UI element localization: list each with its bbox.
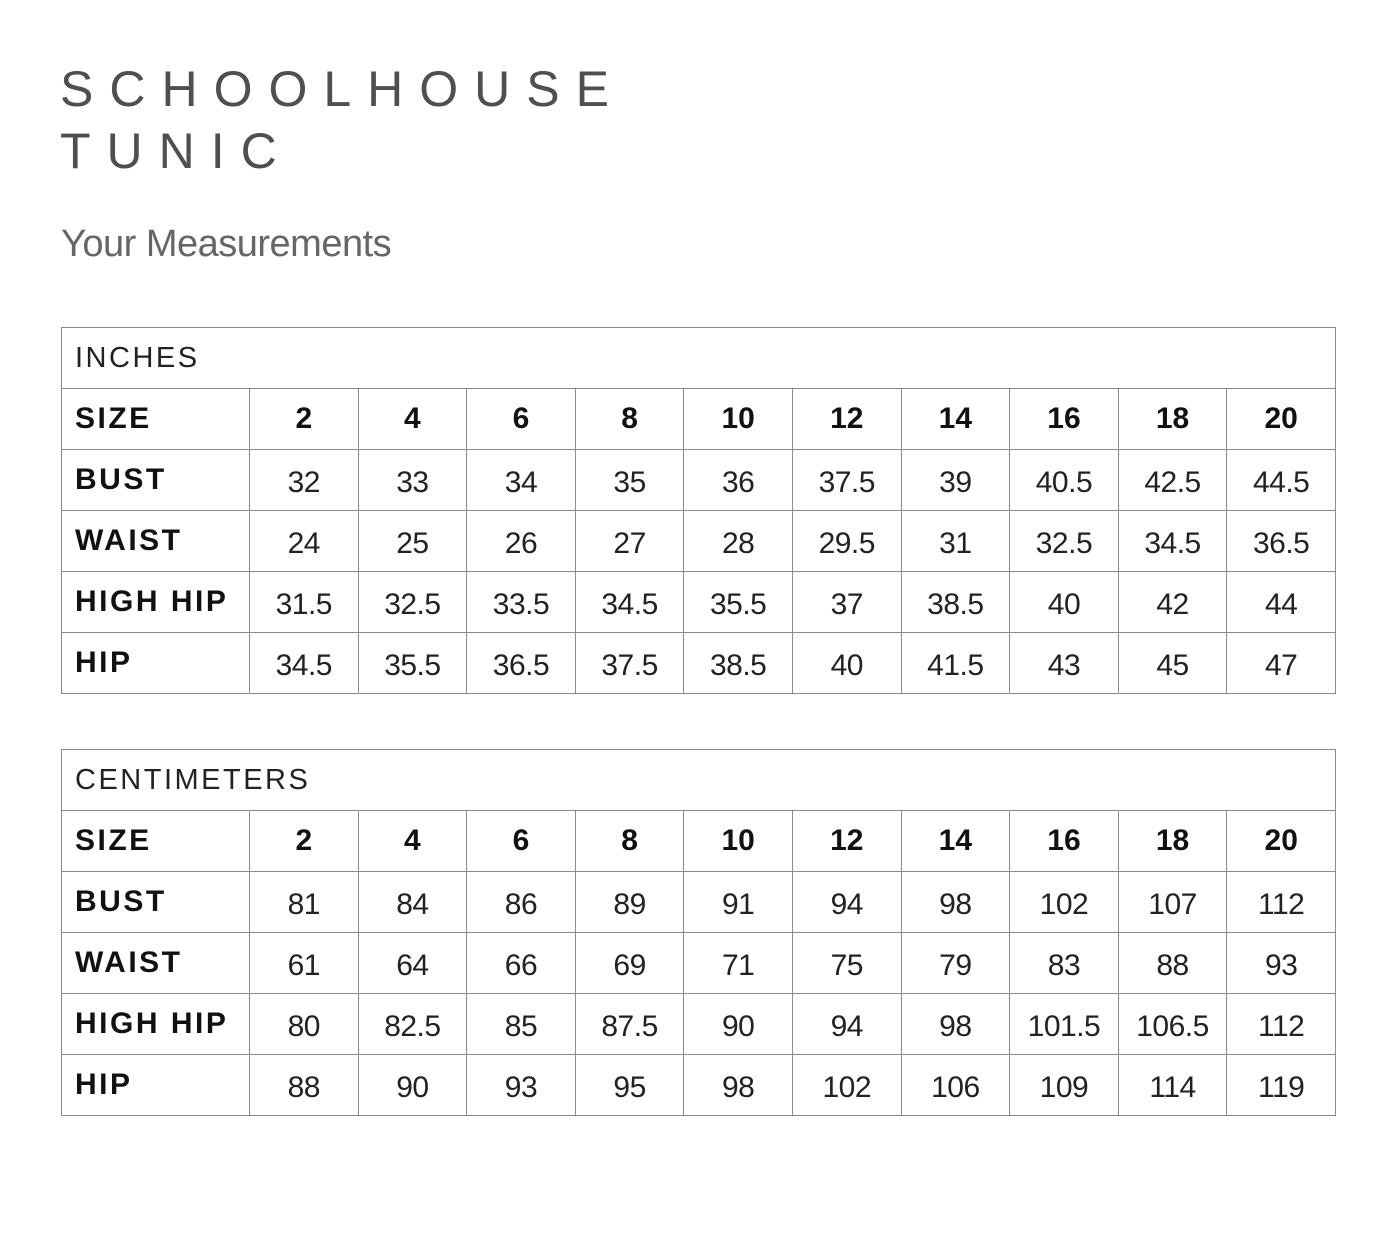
table-cell: 42.5 [1118,450,1227,511]
unit-label: INCHES [62,328,1336,389]
table-cell: 37.5 [575,633,684,694]
table-cell: 34.5 [250,633,359,694]
table-cell: 41.5 [901,633,1010,694]
table-cell: 114 [1118,1055,1227,1116]
table-cell: 102 [1010,872,1119,933]
table-cell: 81 [250,872,359,933]
size-header: 12 [792,389,901,450]
table-cell: 101.5 [1010,994,1119,1055]
table-cell: 29.5 [792,511,901,572]
subtitle: Your Measurements [61,223,392,265]
table-row [62,511,1336,572]
size-header: 2 [250,811,359,872]
table-cell: 90 [358,1055,467,1116]
table-cell: 34 [467,450,576,511]
table-cell: 44.5 [1227,450,1336,511]
table-cell: 35.5 [684,572,793,633]
size-header: 20 [1227,389,1336,450]
row-label: BUST [62,872,250,933]
table-cell: 106.5 [1118,994,1227,1055]
table-cell: 42 [1118,572,1227,633]
table-cell: 38.5 [684,633,793,694]
table-cell: 94 [792,872,901,933]
table-row [62,450,1336,511]
row-label: HIGH HIP [62,994,250,1055]
table-cell: 88 [1118,933,1227,994]
table-cell: 91 [684,872,793,933]
table-cell: 98 [684,1055,793,1116]
size-label: SIZE [62,811,250,872]
table-cell: 119 [1227,1055,1336,1116]
size-header: 8 [575,389,684,450]
page-title [60,58,625,182]
size-header: 14 [901,389,1010,450]
table-row [62,572,1336,633]
size-header: 10 [684,811,793,872]
size-row [62,811,1336,872]
table-cell: 28 [684,511,793,572]
size-header: 20 [1227,811,1336,872]
size-header: 16 [1010,389,1119,450]
table-cell: 32.5 [358,572,467,633]
size-header: 10 [684,389,793,450]
table-cell: 89 [575,872,684,933]
table-cell: 44 [1227,572,1336,633]
table-cell: 31 [901,511,1010,572]
table-cell: 64 [358,933,467,994]
size-header: 14 [901,811,1010,872]
table-cell: 79 [901,933,1010,994]
table-row [62,1055,1336,1116]
size-label: SIZE [62,389,250,450]
table-cell: 37.5 [792,450,901,511]
table-cell: 40 [1010,572,1119,633]
table-cell: 93 [1227,933,1336,994]
table-cell: 34.5 [575,572,684,633]
table-row [62,872,1336,933]
row-label: BUST [62,450,250,511]
table-cell: 25 [358,511,467,572]
table-cell: 93 [467,1055,576,1116]
table-cell: 107 [1118,872,1227,933]
size-header: 12 [792,811,901,872]
size-table-inches [61,327,1336,694]
table-cell: 80 [250,994,359,1055]
table-cell: 36 [684,450,793,511]
title-line-1: SCHOOLHOUSE [60,61,625,117]
table-cell: 45 [1118,633,1227,694]
table-cell: 32.5 [1010,511,1119,572]
unit-row [62,328,1336,389]
table-cell: 36.5 [467,633,576,694]
table-cell: 33 [358,450,467,511]
size-row [62,389,1336,450]
table-cell: 66 [467,933,576,994]
table-cell: 90 [684,994,793,1055]
size-header: 16 [1010,811,1119,872]
table-row [62,633,1336,694]
table-cell: 32 [250,450,359,511]
table-cell: 27 [575,511,684,572]
table-cell: 47 [1227,633,1336,694]
table-cell: 43 [1010,633,1119,694]
table-cell: 94 [792,994,901,1055]
table-cell: 39 [901,450,1010,511]
table-cell: 36.5 [1227,511,1336,572]
table-cell: 102 [792,1055,901,1116]
table-cell: 112 [1227,994,1336,1055]
table-cell: 71 [684,933,793,994]
size-header: 18 [1118,811,1227,872]
table-cell: 61 [250,933,359,994]
table-cell: 69 [575,933,684,994]
table-cell: 112 [1227,872,1336,933]
table-cell: 38.5 [901,572,1010,633]
size-header: 4 [358,811,467,872]
row-label: WAIST [62,511,250,572]
table-cell: 40.5 [1010,450,1119,511]
size-header: 2 [250,389,359,450]
size-header: 4 [358,389,467,450]
row-label: WAIST [62,933,250,994]
table-cell: 98 [901,994,1010,1055]
table-cell: 84 [358,872,467,933]
unit-label: CENTIMETERS [62,750,1336,811]
table-cell: 35.5 [358,633,467,694]
size-header: 18 [1118,389,1227,450]
table-cell: 83 [1010,933,1119,994]
table-cell: 31.5 [250,572,359,633]
size-table-centimeters [61,749,1336,1116]
table-cell: 88 [250,1055,359,1116]
row-label: HIP [62,1055,250,1116]
table-cell: 106 [901,1055,1010,1116]
table-cell: 75 [792,933,901,994]
table-cell: 37 [792,572,901,633]
table-cell: 24 [250,511,359,572]
table-cell: 33.5 [467,572,576,633]
size-header: 6 [467,389,576,450]
table-cell: 26 [467,511,576,572]
table-cell: 87.5 [575,994,684,1055]
size-header: 8 [575,811,684,872]
title-line-2: TUNIC [60,123,293,179]
table-cell: 98 [901,872,1010,933]
table-cell: 82.5 [358,994,467,1055]
row-label: HIGH HIP [62,572,250,633]
table-cell: 86 [467,872,576,933]
table-row [62,933,1336,994]
table-cell: 109 [1010,1055,1119,1116]
row-label: HIP [62,633,250,694]
table-cell: 95 [575,1055,684,1116]
table-cell: 34.5 [1118,511,1227,572]
table-cell: 40 [792,633,901,694]
table-cell: 35 [575,450,684,511]
table-cell: 85 [467,994,576,1055]
unit-row [62,750,1336,811]
table-row [62,994,1336,1055]
size-header: 6 [467,811,576,872]
